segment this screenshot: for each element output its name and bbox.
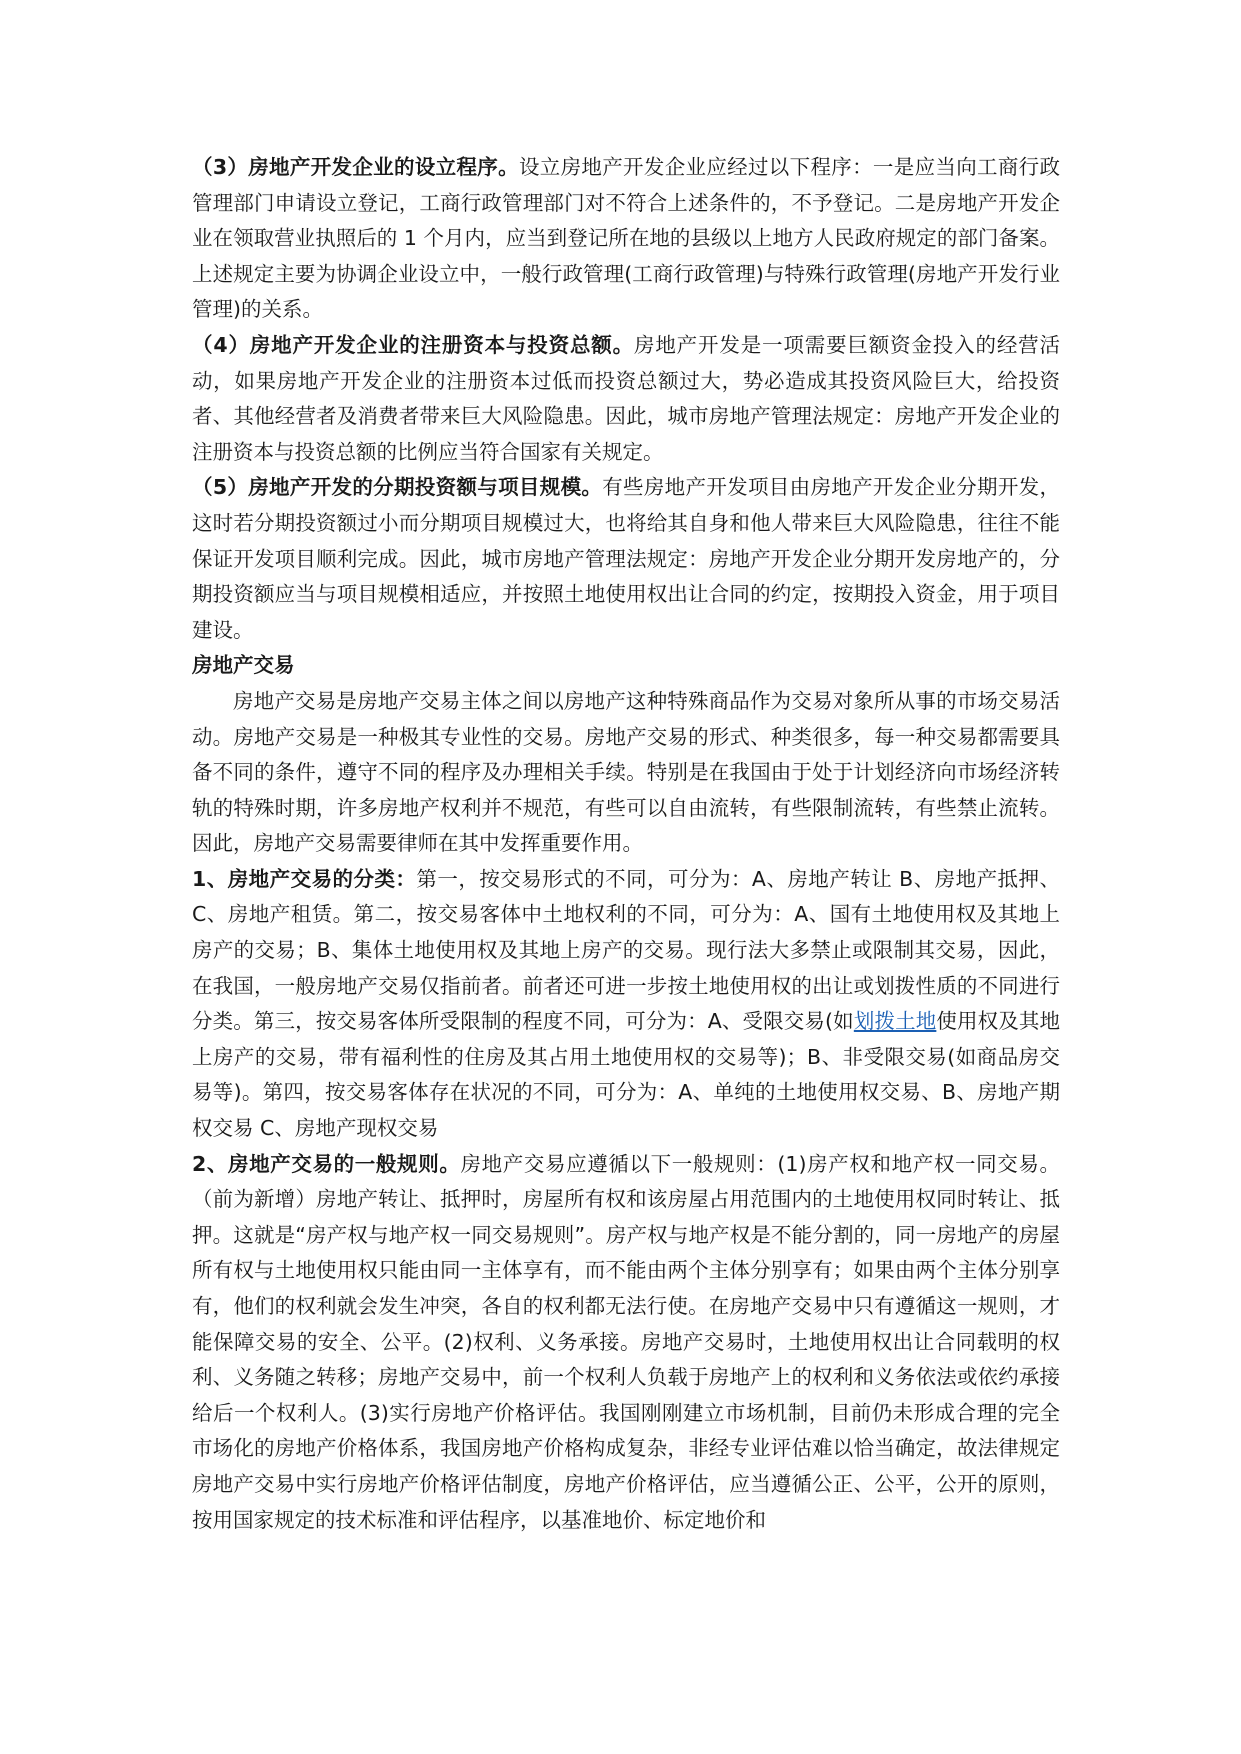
paragraph-heading: （4）房地产开发企业的注册资本与投资总额。 (192, 332, 634, 357)
paragraph-establishment-procedure (192, 150, 1060, 328)
paragraph-heading: （3）房地产开发企业的设立程序。 (192, 155, 519, 179)
paragraph-heading: 2、房地产交易的一般规则。 (192, 1151, 461, 1176)
section-title: 房地产交易 (192, 653, 295, 678)
intro-paragraph: 房地产交易是房地产交易主体之间以房地产这种特殊商品作为交易对象所从事的市场交易活动。房地产交易是一种极其专业性的交易。房地产交易的形式、种类很多，每一种交易都需要具备不同的条件，遵守不同的程序及办理相关手续。特别是在我国由于处于计划经济向市场经济转轨的特殊时期，许多房地产权利并不规范，有些可以自由流转，有些限制流转，有些禁止流转。因此，房地产交易需要律师在其中发挥重要作用。 (192, 688, 1060, 856)
paragraph-text: 使用权及其地上房产的交易，带有福利性的住房及其占用土地使用权的交易等)；B、非受限交易(如商品房交易等)。第四，按交易客体存在状况的不同，可分为：A、单纯的土地使用权交易、B、房地产期权交易 C、房地产现权交易 (192, 1009, 1061, 1141)
paragraph-transaction-classification (192, 862, 1060, 1147)
paragraph-text: 房地产开发是一项需要巨额资金投入的经营活动，如果房地产开发企业的注册资本过低而投资总额过大，势必造成其投资风险巨大，给投资者、其他经营者及消费者带来巨大风险隐患。因此，城市房地产管理法规定：房地产开发企业的注册资本与投资总额的比例应当符合国家有关规定。 (192, 332, 1061, 464)
paragraph-text: 第一，按交易形式的不同，可分为：A、房地产转让 B、房地产抵押、C、房地产租赁。第二，按交易客体中土地权利的不同，可分为：A、国有土地使用权及其地上房产的交易；B、集体土地使用权及其地上房产的交易。现行法大多禁止或限制其交易，因此，在我国，一般房地产交易仅指前者。前者还可进一步按土地使用权的出让或划拨性质的不同进行分类。第三，按交易客体所受限制的程度不同，可分为：A、受限交易(如 (192, 866, 1060, 1034)
paragraph-text: 房地产交易应遵循以下一般规则：(1)房产权和地产权一同交易。（前为新增）房地产转让、抵押时，房屋所有权和该房屋占用范围内的土地使用权同时转让、抵押。这就是“房产权与地产权一同交易规则”。房产权与地产权是不能分割的，同一房地产的房屋所有权与土地使用权只能由同一主体享有，而不能由两个主体分别享有；如果由两个主体分别享有，他们的权利就会发生冲突，各自的权利都无法行使。在房地产交易中只有遵循这一规则，才能保障交易的安全、公平。(2)权利、义务承接。房地产交易时，土地使用权出让合同载明的权利、义务随之转移；房地产交易中，前一个权利人负载于房地产上的权利和义务依法或依约承接给后一个权利人。(3)实行房地产价格评估。我国刚刚建立市场机制，目前仍未形成合理的完全市场化的房地产价格体系，我国房地产价格构成复杂，非经专业评估难以恰当确定，故法律规定房地产交易中实行房地产价格评估制度，房地产价格评估，应当遵循公正、公平，公开的原则，按用国家规定的技术标准和评估程序，以基准地价、标定地价和 (192, 1151, 1060, 1532)
allocated-land-link[interactable]: 划拨土地 (853, 1009, 937, 1034)
paragraph-general-rules (192, 1147, 1060, 1539)
paragraph-text: 设立房地产开发企业应经过以下程序：一是应当向工商行政管理部门申请设立登记，工商行政管理部门对不符合上述条件的，不予登记。二是房地产开发企业在领取营业执照后的 1 个月内，应当到登记所在地的县级以上地方人民政府规定的部门备案。上述规定主要为协调企业设立中，一般行政管理(工商行政管理)与特殊行政管理(房地产开发行业管理)的关系。 (192, 155, 1061, 322)
paragraph-phased-investment (192, 470, 1060, 648)
paragraph-heading: （5）房地产开发的分期投资额与项目规模。 (192, 475, 603, 500)
paragraph-registered-capital (192, 328, 1060, 470)
paragraph-heading: 1、房地产交易的分类： (192, 866, 417, 891)
paragraph-text: 有些房地产开发项目由房地产开发企业分期开发，这时若分期投资额过小而分期项目规模过大，也将给其自身和他人带来巨大风险隐患，往往不能保证开发项目顺利完成。因此，城市房地产管理法规定：房地产开发企业分期开发房地产的，分期投资额应当与项目规模相适应，并按照土地使用权出让合同的约定，按期投入资金，用于项目建设。 (192, 475, 1060, 642)
document-page (192, 150, 1060, 1538)
